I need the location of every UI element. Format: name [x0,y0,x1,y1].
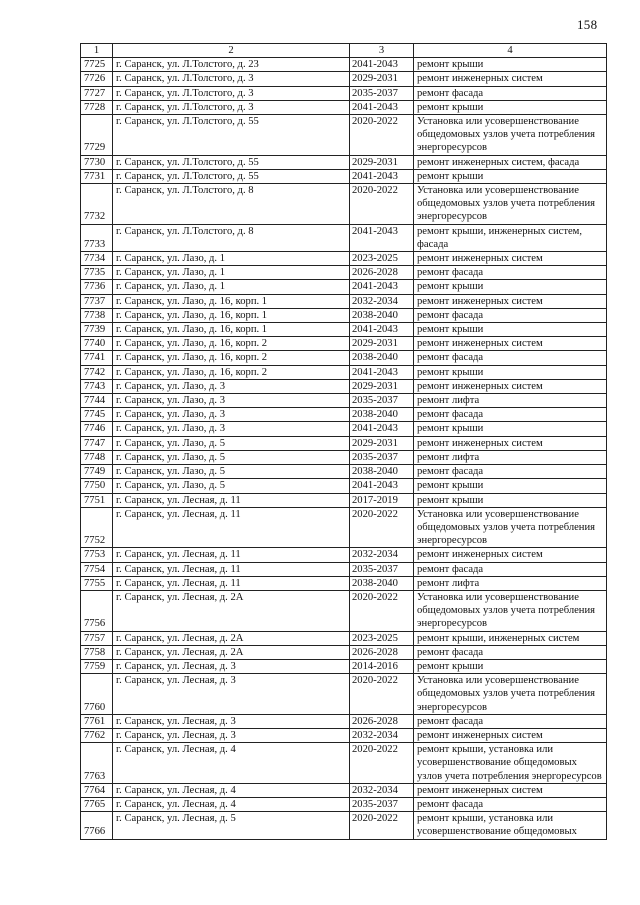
table-row [81,72,607,86]
address-cell: г. Саранск, ул. Лазо, д. 5 [113,479,350,493]
period-cell: 2020-2022 [350,743,414,784]
row-number: 7749 [81,465,113,479]
period-cell: 2026-2028 [350,645,414,659]
address-cell: г. Саранск, ул. Лазо, д. 3 [113,408,350,422]
row-number: 7739 [81,323,113,337]
period-cell: 2035-2037 [350,86,414,100]
work-type-cell: ремонт фасада [414,266,607,280]
work-type-cell: ремонт крыши [414,659,607,673]
table-row [81,436,607,450]
row-number: 7751 [81,493,113,507]
address-cell: г. Саранск, ул. Лесная, д. 11 [113,493,350,507]
address-cell: г. Саранск, ул. Лазо, д. 5 [113,436,350,450]
work-type-cell: ремонт фасада [414,308,607,322]
page-number: 158 [577,17,598,32]
row-number: 7737 [81,294,113,308]
table-row [81,155,607,169]
row-number: 7748 [81,450,113,464]
row-number: 7736 [81,280,113,294]
address-cell: г. Саранск, ул. Лесная, д. 3 [113,674,350,715]
row-number: 7761 [81,714,113,728]
period-cell: 2020-2022 [350,184,414,225]
table-row [81,507,607,548]
row-number: 7756 [81,590,113,631]
table-row [81,115,607,156]
address-cell: г. Саранск, ул. Лесная, д. 2А [113,590,350,631]
table-header-row [81,44,607,58]
row-number: 7731 [81,169,113,183]
period-cell: 2038-2040 [350,308,414,322]
header-col-1: 1 [81,44,113,58]
period-cell: 2023-2025 [350,631,414,645]
address-cell: г. Саранск, ул. Лесная, д. 4 [113,797,350,811]
work-type-cell: ремонт крыши [414,479,607,493]
address-cell: г. Саранск, ул. Лесная, д. 5 [113,812,350,839]
period-cell: 2038-2040 [350,576,414,590]
row-number: 7753 [81,548,113,562]
address-cell: г. Саранск, ул. Лесная, д. 11 [113,576,350,590]
table-row [81,674,607,715]
row-number: 7728 [81,100,113,114]
address-cell: г. Саранск, ул. Л.Толстого, д. 8 [113,184,350,225]
header-col-4: 4 [414,44,607,58]
period-cell: 2032-2034 [350,548,414,562]
work-type-cell: ремонт крыши [414,422,607,436]
work-type-cell: ремонт инженерных систем [414,337,607,351]
work-type-cell: Установка или усовершенствование общедомовых узлов учета потребления энергоресурсов [414,674,607,715]
period-cell: 2035-2037 [350,394,414,408]
work-type-cell: ремонт фасада [414,351,607,365]
period-cell: 2026-2028 [350,714,414,728]
period-cell: 2032-2034 [350,294,414,308]
work-type-cell: ремонт инженерных систем [414,548,607,562]
work-type-cell: ремонт крыши, установка или усовершенствование общедомовых [414,812,607,839]
period-cell: 2041-2043 [350,280,414,294]
row-number: 7725 [81,58,113,72]
table-row [81,280,607,294]
work-type-cell: Установка или усовершенствование общедомовых узлов учета потребления энергоресурсов [414,507,607,548]
table-row [81,394,607,408]
period-cell: 2038-2040 [350,408,414,422]
row-number: 7729 [81,115,113,156]
table-row [81,337,607,351]
period-cell: 2026-2028 [350,266,414,280]
period-cell: 2029-2031 [350,155,414,169]
period-cell: 2041-2043 [350,100,414,114]
row-number: 7738 [81,308,113,322]
row-number: 7762 [81,728,113,742]
table-row [81,266,607,280]
row-number: 7742 [81,365,113,379]
row-number: 7734 [81,252,113,266]
period-cell: 2038-2040 [350,351,414,365]
table-row [81,783,607,797]
period-cell: 2020-2022 [350,590,414,631]
period-cell: 2029-2031 [350,337,414,351]
address-cell: г. Саранск, ул. Л.Толстого, д. 3 [113,100,350,114]
address-cell: г. Саранск, ул. Лесная, д. 11 [113,548,350,562]
work-type-cell: Установка или усовершенствование общедомовых узлов учета потребления энергоресурсов [414,590,607,631]
address-cell: г. Саранск, ул. Лазо, д. 5 [113,465,350,479]
row-number: 7743 [81,379,113,393]
period-cell: 2035-2037 [350,562,414,576]
table-row [81,590,607,631]
address-cell: г. Саранск, ул. Лесная, д. 4 [113,783,350,797]
table-row [81,631,607,645]
table-row [81,714,607,728]
period-cell: 2029-2031 [350,72,414,86]
work-type-cell: ремонт крыши [414,169,607,183]
period-cell: 2032-2034 [350,728,414,742]
work-type-cell: ремонт крыши, инженерных систем, фасада [414,224,607,251]
address-cell: г. Саранск, ул. Лесная, д. 3 [113,659,350,673]
table-row [81,86,607,100]
period-cell: 2023-2025 [350,252,414,266]
period-cell: 2029-2031 [350,436,414,450]
period-cell: 2041-2043 [350,422,414,436]
table-row [81,465,607,479]
work-type-cell: ремонт крыши, установка или усовершенствование общедомовых узлов учета потребления энергоресурсов [414,743,607,784]
address-cell: г. Саранск, ул. Лесная, д. 2А [113,631,350,645]
address-cell: г. Саранск, ул. Лесная, д. 3 [113,728,350,742]
table-row [81,58,607,72]
work-type-cell: ремонт инженерных систем [414,72,607,86]
table-row [81,100,607,114]
address-cell: г. Саранск, ул. Лазо, д. 1 [113,252,350,266]
address-cell: г. Саранск, ул. Л.Толстого, д. 55 [113,155,350,169]
address-cell: г. Саранск, ул. Лазо, д. 3 [113,394,350,408]
address-cell: г. Саранск, ул. Лазо, д. 1 [113,280,350,294]
table-row [81,645,607,659]
table-row [81,379,607,393]
period-cell: 2041-2043 [350,323,414,337]
work-type-cell: ремонт фасада [414,562,607,576]
table-row [81,308,607,322]
address-cell: г. Саранск, ул. Лесная, д. 11 [113,507,350,548]
address-cell: г. Саранск, ул. Лесная, д. 3 [113,714,350,728]
period-cell: 2017-2019 [350,493,414,507]
address-cell: г. Саранск, ул. Л.Толстого, д. 23 [113,58,350,72]
address-cell: г. Саранск, ул. Лазо, д. 16, корп. 1 [113,323,350,337]
row-number: 7733 [81,224,113,251]
address-cell: г. Саранск, ул. Лазо, д. 3 [113,422,350,436]
row-number: 7766 [81,812,113,839]
address-cell: г. Саранск, ул. Лазо, д. 3 [113,379,350,393]
table-row [81,659,607,673]
row-number: 7726 [81,72,113,86]
row-number: 7727 [81,86,113,100]
work-type-cell: ремонт крыши [414,365,607,379]
work-type-cell: ремонт крыши, инженерных систем [414,631,607,645]
work-type-cell: ремонт фасада [414,408,607,422]
address-cell: г. Саранск, ул. Л.Толстого, д. 3 [113,86,350,100]
work-type-cell: ремонт крыши [414,58,607,72]
work-type-cell: ремонт инженерных систем, фасада [414,155,607,169]
table-row [81,351,607,365]
row-number: 7757 [81,631,113,645]
table-row [81,450,607,464]
table-row [81,562,607,576]
work-type-cell: ремонт инженерных систем [414,294,607,308]
row-number: 7732 [81,184,113,225]
row-number: 7741 [81,351,113,365]
row-number: 7752 [81,507,113,548]
period-cell: 2041-2043 [350,58,414,72]
row-number: 7759 [81,659,113,673]
address-cell: г. Саранск, ул. Лесная, д. 2А [113,645,350,659]
period-cell: 2041-2043 [350,479,414,493]
address-cell: г. Саранск, ул. Лазо, д. 16, корп. 1 [113,308,350,322]
table-row [81,812,607,839]
row-number: 7754 [81,562,113,576]
row-number: 7745 [81,408,113,422]
table-row [81,743,607,784]
period-cell: 2020-2022 [350,507,414,548]
table-body [81,58,607,839]
table-row [81,408,607,422]
address-cell: г. Саранск, ул. Лазо, д. 16, корп. 1 [113,294,350,308]
period-cell: 2035-2037 [350,450,414,464]
row-number: 7735 [81,266,113,280]
address-cell: г. Саранск, ул. Лазо, д. 16, корп. 2 [113,337,350,351]
work-type-cell: ремонт лифта [414,576,607,590]
table-row [81,252,607,266]
work-type-cell: ремонт крыши [414,493,607,507]
period-cell: 2014-2016 [350,659,414,673]
table-row [81,365,607,379]
work-type-cell: ремонт инженерных систем [414,252,607,266]
table-row [81,479,607,493]
work-type-cell: ремонт инженерных систем [414,783,607,797]
row-number: 7765 [81,797,113,811]
row-number: 7758 [81,645,113,659]
work-type-cell: ремонт инженерных систем [414,728,607,742]
row-number: 7744 [81,394,113,408]
period-cell: 2035-2037 [350,797,414,811]
address-cell: г. Саранск, ул. Л.Толстого, д. 8 [113,224,350,251]
work-type-cell: ремонт фасада [414,645,607,659]
table-row [81,323,607,337]
row-number: 7747 [81,436,113,450]
row-number: 7730 [81,155,113,169]
header-col-3: 3 [350,44,414,58]
table-row [81,728,607,742]
work-type-cell: Установка или усовершенствование общедомовых узлов учета потребления энергоресурсов [414,184,607,225]
work-type-cell: Установка или усовершенствование общедомовых узлов учета потребления энергоресурсов [414,115,607,156]
row-number: 7746 [81,422,113,436]
table-row [81,797,607,811]
row-number: 7764 [81,783,113,797]
table-row [81,576,607,590]
row-number: 7760 [81,674,113,715]
work-type-cell: ремонт лифта [414,450,607,464]
table-row [81,548,607,562]
row-number: 7755 [81,576,113,590]
period-cell: 2020-2022 [350,674,414,715]
period-cell: 2020-2022 [350,812,414,839]
row-number: 7740 [81,337,113,351]
work-type-cell: ремонт фасада [414,465,607,479]
address-cell: г. Саранск, ул. Л.Толстого, д. 3 [113,72,350,86]
address-cell: г. Саранск, ул. Лазо, д. 16, корп. 2 [113,351,350,365]
work-type-cell: ремонт крыши [414,100,607,114]
address-cell: г. Саранск, ул. Лазо, д. 16, корп. 2 [113,365,350,379]
period-cell: 2029-2031 [350,379,414,393]
address-cell: г. Саранск, ул. Лесная, д. 11 [113,562,350,576]
address-cell: г. Саранск, ул. Л.Толстого, д. 55 [113,169,350,183]
period-cell: 2041-2043 [350,224,414,251]
work-type-cell: ремонт инженерных систем [414,436,607,450]
table-row [81,294,607,308]
table-row [81,493,607,507]
work-type-cell: ремонт фасада [414,797,607,811]
period-cell: 2020-2022 [350,115,414,156]
header-col-2: 2 [113,44,350,58]
address-cell: г. Саранск, ул. Лазо, д. 1 [113,266,350,280]
address-cell: г. Саранск, ул. Л.Толстого, д. 55 [113,115,350,156]
work-type-cell: ремонт крыши [414,323,607,337]
period-cell: 2032-2034 [350,783,414,797]
address-cell: г. Саранск, ул. Лесная, д. 4 [113,743,350,784]
period-cell: 2041-2043 [350,365,414,379]
repair-schedule-table [80,43,607,840]
row-number: 7763 [81,743,113,784]
period-cell: 2038-2040 [350,465,414,479]
work-type-cell: ремонт фасада [414,86,607,100]
period-cell: 2041-2043 [350,169,414,183]
address-cell: г. Саранск, ул. Лазо, д. 5 [113,450,350,464]
table-row [81,169,607,183]
row-number: 7750 [81,479,113,493]
work-type-cell: ремонт инженерных систем [414,379,607,393]
work-type-cell: ремонт фасада [414,714,607,728]
table-row [81,422,607,436]
work-type-cell: ремонт крыши [414,280,607,294]
table-row [81,224,607,251]
work-type-cell: ремонт лифта [414,394,607,408]
table-row [81,184,607,225]
